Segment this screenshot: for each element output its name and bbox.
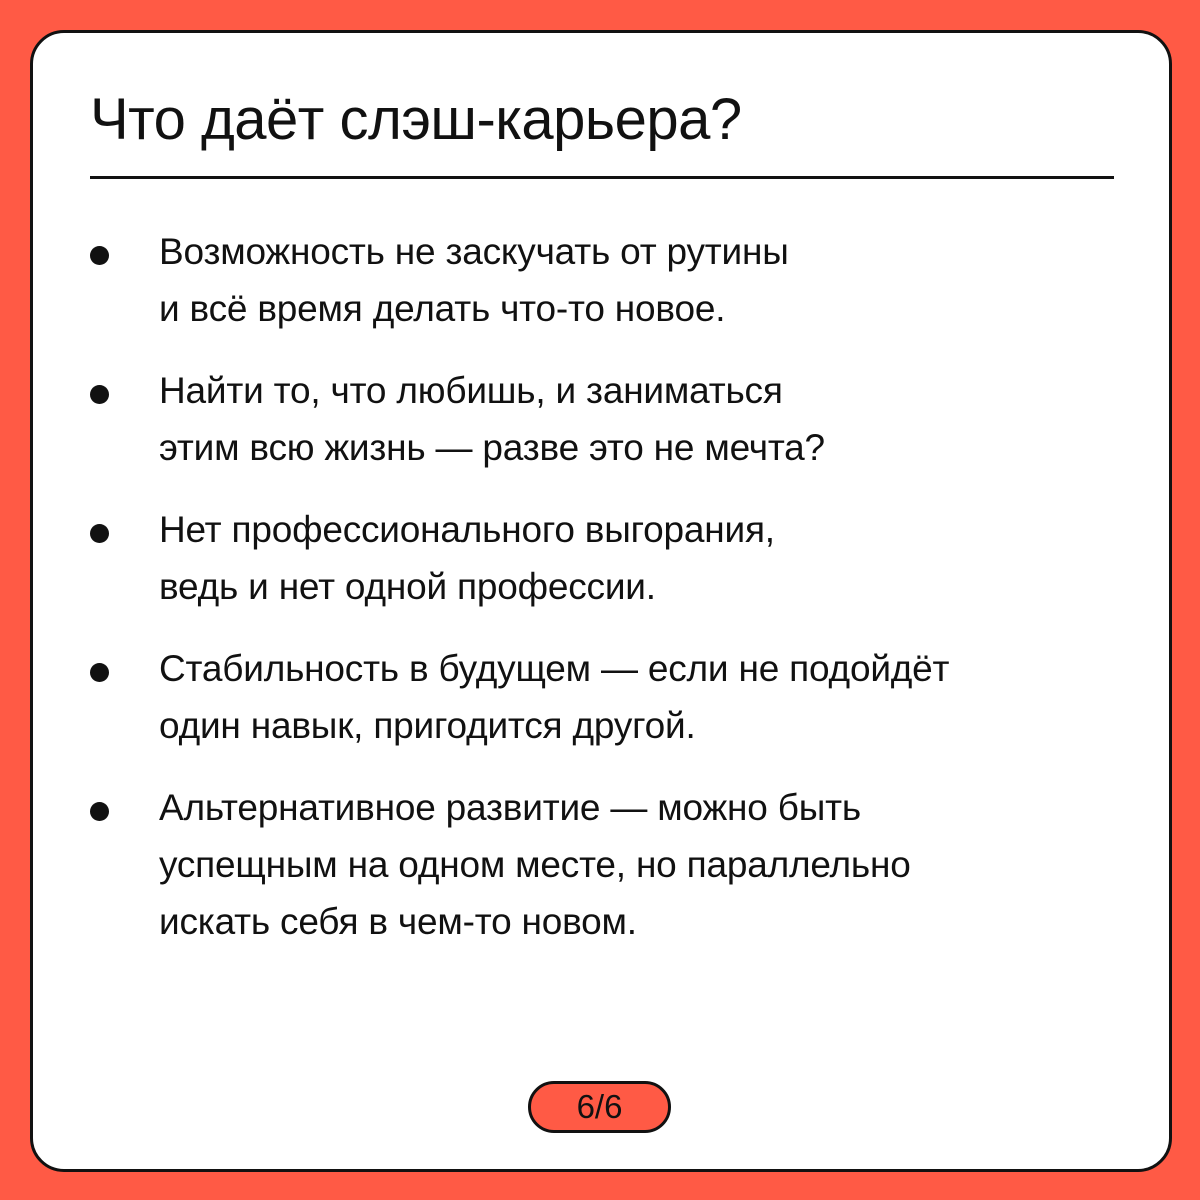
bullet-dot-icon — [90, 802, 109, 821]
content-card — [30, 30, 1172, 1172]
list-item-line: один навык, пригодится другой. — [159, 705, 696, 746]
benefits-list — [90, 223, 1090, 975]
list-item-line: этим всю жизнь — разве это не мечта? — [159, 427, 825, 468]
bullet-dot-icon — [90, 246, 109, 265]
list-item — [90, 362, 1090, 476]
list-item — [90, 640, 1090, 754]
list-item-line: ведь и нет одной профессии. — [159, 566, 656, 607]
bullet-dot-icon — [90, 663, 109, 682]
page-indicator: 6/6 — [528, 1081, 671, 1133]
page-title: Что даёт слэш-карьера? — [90, 87, 742, 152]
list-item — [90, 779, 1090, 950]
list-item-line: Альтернативное развитие — можно быть — [159, 787, 861, 828]
list-item — [90, 223, 1090, 337]
bullet-dot-icon — [90, 524, 109, 543]
list-item-line: искать себя в чем-то новом. — [159, 901, 637, 942]
bullet-dot-icon — [90, 385, 109, 404]
list-item-line: Найти то, что любишь, и заниматься — [159, 370, 783, 411]
list-item-line: и всё время делать что-то новое. — [159, 288, 726, 329]
list-item-line: Нет профессионального выгорания, — [159, 509, 775, 550]
list-item-line: успещным на одном месте, но параллельно — [159, 844, 911, 885]
list-item — [90, 501, 1090, 615]
list-item-line: Возможность не заскучать от рутины — [159, 231, 789, 272]
list-item-line: Стабильность в будущем — если не подойдёт — [159, 648, 950, 689]
title-divider — [90, 176, 1114, 179]
